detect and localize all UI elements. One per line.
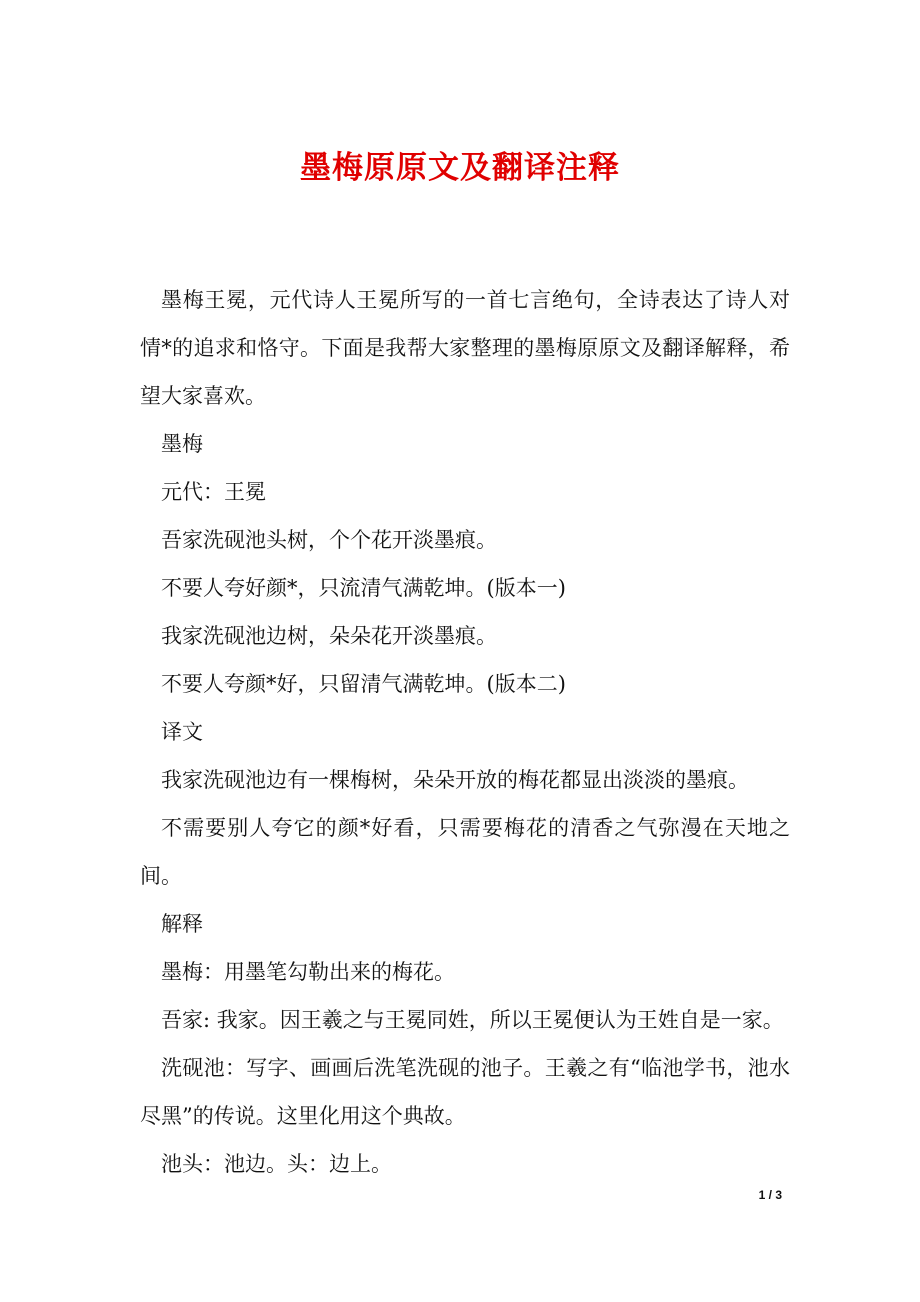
page-title: 墨梅原原文及翻译注释	[300, 150, 620, 186]
note-paragraph: 墨梅：用墨笔勾勒出来的梅花。	[161, 960, 455, 984]
section-heading-notes: 解释	[161, 912, 203, 936]
translation-paragraph: 我家洗砚池边有一棵梅树，朵朵开放的梅花都显出淡淡的墨痕。	[161, 768, 749, 792]
poem-line: 吾家洗砚池头树，个个花开淡墨痕。	[161, 528, 497, 552]
poem-line: 不要人夸好颜*，只流清气满乾坤。(版本一)	[161, 576, 566, 600]
poem-line: 我家洗砚池边树，朵朵花开淡墨痕。	[161, 624, 497, 648]
intro-paragraph: 墨梅王冕，元代诗人王冕所写的一首七言绝句，全诗表达了诗人对情*的追求和恪守。下面是我帮大家整理的墨梅原原文及翻译解释，希望大家喜欢。	[140, 288, 790, 408]
note-paragraph: 洗砚池：写字、画画后洗笔洗砚的池子。王羲之有“临池学书，池水尽黑”的传说。这里化用这个典故。	[140, 1056, 790, 1128]
translation-paragraph: 不需要别人夸它的颜*好看，只需要梅花的清香之气弥漫在天地之间。	[140, 816, 790, 888]
poem-line: 不要人夸颜*好，只留清气满乾坤。(版本二)	[161, 672, 566, 696]
note-paragraph: 吾家: 我家。因王羲之与王冕同姓，所以王冕便认为王姓自是一家。	[161, 1008, 784, 1032]
section-heading-translation: 译文	[161, 720, 203, 744]
note-paragraph: 池头：池边。头：边上。	[161, 1152, 392, 1176]
document-body	[140, 276, 790, 1188]
poem-author: 元代：王冕	[161, 480, 266, 504]
page-number: 1 / 3	[758, 1188, 782, 1202]
poem-title: 墨梅	[161, 432, 203, 456]
